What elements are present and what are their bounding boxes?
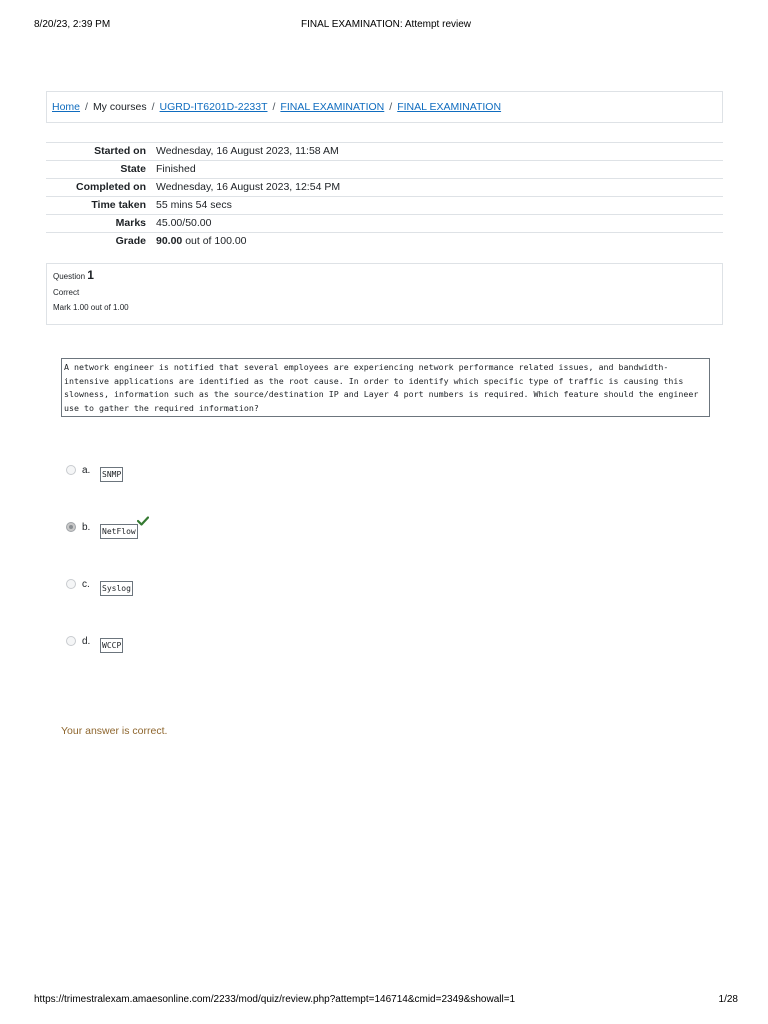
breadcrumb-quiz-link[interactable]: FINAL EXAMINATION: [397, 101, 502, 113]
radio-button[interactable]: [66, 579, 76, 589]
summary-value: Finished: [156, 163, 196, 175]
radio-button[interactable]: [66, 465, 76, 475]
breadcrumb-home-link[interactable]: Home: [52, 101, 81, 113]
breadcrumb: [46, 91, 723, 123]
question-state: Correct: [53, 288, 80, 297]
answer-text: WCCP: [100, 638, 123, 653]
answer-letter: d.: [82, 636, 91, 647]
summary-row-completed: [46, 179, 723, 197]
question-text: A network engineer is notified that several employees are experiencing network performance related issues, and bandwidth-intensive applications are identified as the root cause. In order to identify which specific type of traffic is causing this slowness, information such as the source/destination IP and Layer 4 port numbers is required. Which feature should the engineer use to gather the required information?: [61, 358, 710, 417]
answer-letter: b.: [82, 522, 91, 533]
summary-row-state: [46, 161, 723, 179]
breadcrumb-separator: /: [85, 101, 88, 113]
breadcrumb-course-link[interactable]: UGRD-IT6201D-2233T: [159, 101, 268, 113]
radio-button-checked[interactable]: [66, 522, 76, 532]
summary-label: Marks: [115, 217, 146, 229]
answer-feedback: Your answer is correct.: [61, 725, 168, 737]
question-number: 1: [87, 268, 94, 282]
summary-row-time-taken: [46, 197, 723, 215]
print-title: FINAL EXAMINATION: Attempt review: [300, 19, 472, 30]
breadcrumb-separator: /: [151, 101, 155, 113]
summary-row-started: [46, 143, 723, 161]
answer-letter: c.: [82, 579, 90, 590]
breadcrumb-separator: /: [272, 101, 276, 113]
breadcrumb-separator: /: [389, 101, 393, 113]
summary-label: Completed on: [76, 181, 146, 193]
print-datetime: 8/20/23, 2:39 PM: [34, 19, 111, 30]
grade-out-of: out of 100.00: [182, 235, 247, 247]
radio-button[interactable]: [66, 636, 76, 646]
grade-value: 90.00: [156, 235, 183, 247]
summary-label: Grade: [115, 235, 146, 247]
print-page-number: 1/28: [718, 994, 738, 1005]
summary-row-grade: [46, 233, 723, 251]
answer-text: NetFlow: [100, 524, 138, 539]
attempt-summary-table: [46, 142, 723, 250]
summary-value: 55 mins 54 secs: [156, 199, 232, 211]
summary-label: Time taken: [91, 199, 146, 211]
answer-text: Syslog: [100, 581, 133, 596]
breadcrumb-my-courses: My courses: [92, 101, 147, 113]
summary-row-marks: [46, 215, 723, 233]
summary-label: State: [120, 163, 146, 175]
summary-value: Wednesday, 16 August 2023, 11:58 AM: [156, 145, 339, 157]
correct-check-icon: [137, 516, 149, 526]
question-label: Question: [53, 272, 86, 281]
question-info: [46, 263, 723, 325]
summary-value: [156, 233, 723, 251]
summary-value: Wednesday, 16 August 2023, 12:54 PM: [156, 181, 341, 193]
question-mark: Mark 1.00 out of 1.00: [53, 303, 129, 312]
breadcrumb-section-link[interactable]: FINAL EXAMINATION: [280, 101, 385, 113]
answer-text: SNMP: [100, 467, 123, 482]
answer-letter: a.: [82, 465, 91, 476]
print-url: https://trimestralexam.amaesonline.com/2233/mod/quiz/review.php?attempt=146714&cmid=2349&showall=1: [34, 994, 516, 1005]
summary-value: 45.00/50.00: [156, 217, 212, 229]
summary-label: Started on: [94, 145, 146, 157]
